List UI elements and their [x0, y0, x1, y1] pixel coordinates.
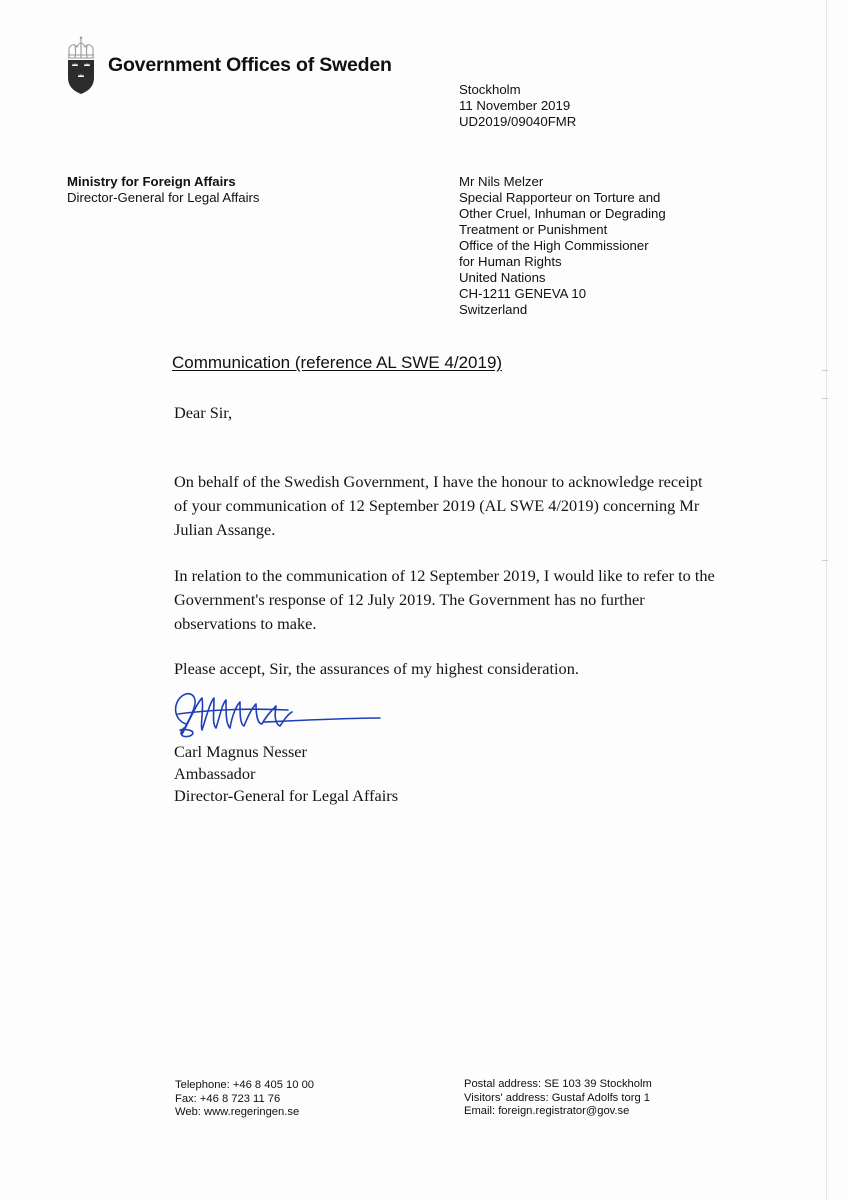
- sender-block: [67, 174, 260, 206]
- sender-ministry: Ministry for Foreign Affairs: [67, 174, 236, 189]
- scan-edge-mark: [822, 370, 828, 371]
- recipient-line: Office of the High Commissioner: [459, 238, 649, 253]
- footer-postal-address: Postal address: SE 103 39 Stockholm: [464, 1078, 652, 1090]
- letter-greeting: Dear Sir,: [174, 403, 233, 422]
- letter-paragraph: On behalf of the Swedish Government, I have the honour to acknowledge receipt of your communication of 12 September 2019 (AL SWE 4/2019) concerning Mr Julian Assange.: [174, 472, 703, 539]
- recipient-line: Switzerland: [459, 302, 528, 317]
- recipient-line: Other Cruel, Inhuman or Degrading: [459, 206, 666, 221]
- letter-paragraph: In relation to the communication of 12 September 2019, I would like to refer to the Government's response of 12 July 2019. The Government has no further observations to make.: [174, 566, 715, 633]
- signatory-position: Director-General for Legal Affairs: [174, 786, 399, 805]
- reference-number: UD2019/09040FMR: [459, 114, 577, 129]
- signatory-block: [174, 741, 398, 807]
- letter-closing: Please accept, Sir, the assurances of my highest consideration.: [174, 659, 579, 678]
- footer-addresses: [464, 1078, 652, 1119]
- sender-department: Director-General for Legal Affairs: [67, 190, 260, 205]
- footer-fax: Fax: +46 8 723 11 76: [175, 1092, 281, 1105]
- recipient-line: Mr Nils Melzer: [459, 174, 544, 189]
- handwritten-signature: [168, 684, 388, 744]
- footer-contact: [175, 1079, 314, 1120]
- organization-name: Government Offices of Sweden: [108, 54, 392, 76]
- recipient-line: for Human Rights: [459, 254, 562, 269]
- location: Stockholm: [459, 82, 521, 97]
- recipient-line: Treatment or Punishment: [459, 222, 608, 237]
- scan-edge-mark: [822, 560, 828, 561]
- three-crowns-crest-icon: [63, 36, 99, 96]
- scan-edge-mark: [822, 398, 828, 399]
- recipient-line: United Nations: [459, 270, 546, 285]
- recipient-address: [459, 174, 666, 318]
- footer-web: Web: www.regeringen.se: [175, 1106, 300, 1118]
- recipient-line: CH-1211 GENEVA 10: [459, 286, 587, 301]
- scan-edge-line: [826, 0, 827, 1200]
- footer-telephone: Telephone: +46 8 405 10 00: [175, 1079, 315, 1091]
- footer-email: Email: foreign.registrator@gov.se: [464, 1105, 630, 1117]
- signatory-name: Carl Magnus Nesser: [174, 742, 307, 761]
- signatory-title: Ambassador: [174, 764, 256, 783]
- recipient-line: Special Rapporteur on Torture and: [459, 190, 661, 205]
- footer-visitors-address: Visitors' address: Gustaf Adolfs torg 1: [464, 1091, 650, 1104]
- place-date-block: [459, 82, 576, 130]
- letter-subject: Communication (reference AL SWE 4/2019): [172, 353, 503, 372]
- letter-date: 11 November 2019: [459, 98, 571, 113]
